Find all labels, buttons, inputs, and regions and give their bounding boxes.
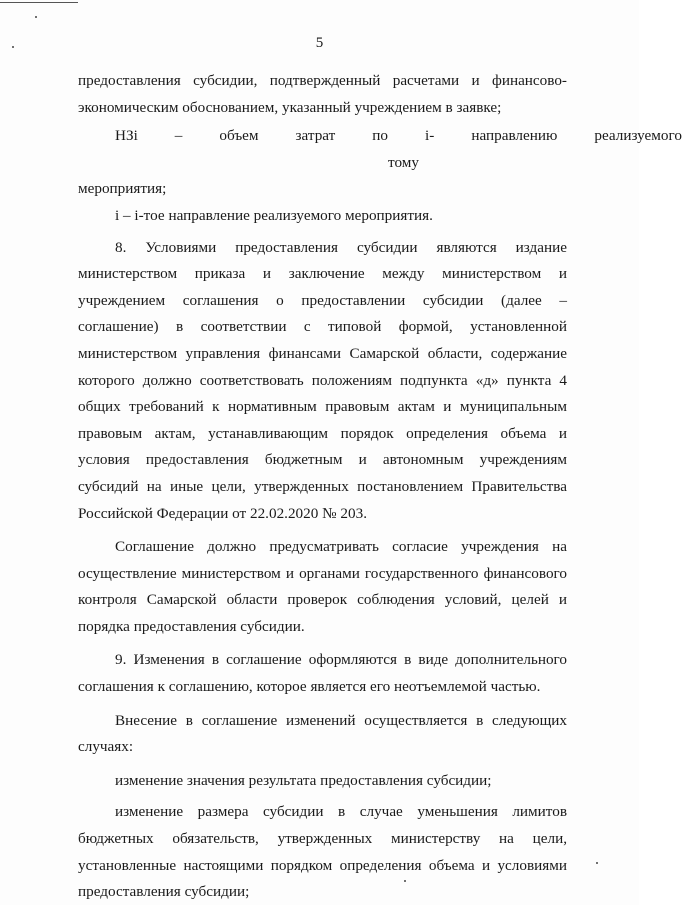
word: затрат [295,127,336,145]
word: направлению [471,127,558,145]
list-item: изменение значения результата предоставления субсидии; [115,771,492,789]
variable-definition-line [78,123,682,176]
paragraph-continuation: мероприятия; [78,180,167,198]
word: по [372,127,389,145]
word: i-тому [388,127,435,171]
list-item: изменение размера субсидии в случае уменьшения лимитов бюджетных обязательств, утвержденных министерству на цели, установленные настоящими порядком определения объема и условиями предоставления субсидии; [78,803,567,901]
paragraph-clause-9: 9. Изменения в соглашение оформляются в виде дополнительного соглашения к соглашению, которое является его неотъемлемой частью. [78,651,567,696]
word: объем [219,127,259,145]
paragraph: Внесение в соглашение изменений осуществляется в следующих случаях: [78,711,567,756]
page-number: 5 [315,35,324,51]
variable-definition: i – i-тое направление реализуемого мероприятия. [115,206,433,224]
paragraph-clause-8: 8. Условиями предоставления субсидии являются издание министерством приказа и заключение между министерством и учреждением соглашения о предоставлении субсидии (далее – соглашение) в соответствии с типовой формой, установленной министерством управления финансами Самарской области, содержание которого должно соответствовать положениям подпункта «д» пункта 4 общих требований к нормативным правовым актам и муниципальным правовым актам, устанавливающим порядок определения объема и условия предоставления бюджетным и автономным учреждениям субсидий на иные цели, утвержденных постановлением Правительства Российской Федерации от 22.02.2020 № 203. [78,238,567,522]
document-body [78,68,682,906]
paragraph: предоставления субсидии, подтвержденный расчетами и финансово-экономическим обоснованием, указанный учреждением в заявке; [78,72,567,116]
scan-speck [35,16,37,18]
word: реализуемого [594,127,682,145]
paragraph: Соглашение должно предусматривать согласие учреждения на осуществление министерством и органами государственного финансового контроля Самарской области проверок соблюдения условий, целей и порядка предоставления субсидии. [78,538,567,635]
scan-speck [596,862,598,864]
scan-edge-line [0,2,78,3]
dash: – [174,127,183,145]
variable-symbol: НЗi [115,127,138,145]
